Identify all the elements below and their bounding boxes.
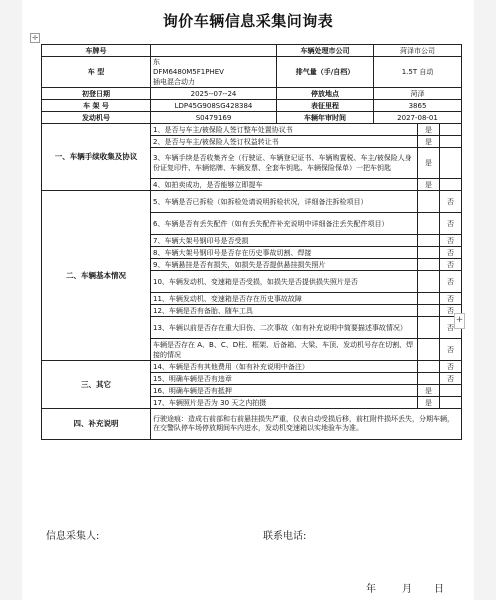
header-row: [42, 100, 462, 112]
header-row: [42, 112, 462, 124]
page-title: 询价车辆信息采集问询表: [162, 12, 334, 30]
answer-no-cell: [440, 124, 462, 136]
answer-no-cell: 否: [440, 339, 462, 361]
answer-yes-cell: [418, 235, 440, 247]
question-text: 12、车辆是否有备胎、随车工具: [151, 305, 418, 317]
question-text: 6、车辆是否有丢失配件（如有丢失配件补充说明中详细备注丢失配件项目）: [151, 213, 418, 235]
answer-no-cell: [440, 397, 462, 409]
answer-yes-cell: [418, 247, 440, 259]
header-value: 3865: [374, 100, 462, 112]
question-row: [42, 361, 462, 373]
header-label: 初登日期: [42, 88, 151, 100]
question-text: 3、车辆手续是否收集齐全（行驶证、车辆登记证书、车辆购置税、车主/被保险人身份证复印件、车辆铭牌、车辆发票、全套车钥匙、车辆保险保单）一把车钥匙: [151, 148, 418, 179]
header-label: 表征里程: [277, 100, 374, 112]
header-row: [42, 88, 462, 100]
section-label: 三、其它: [42, 361, 151, 409]
answer-yes-cell: [418, 339, 440, 361]
header-row: [42, 57, 462, 88]
collector-label: 信息采集人:: [46, 531, 100, 542]
phone-label: 联系电话:: [263, 531, 307, 542]
header-value: 菏泽: [374, 88, 462, 100]
question-text: 15、明确车辆是否有违章: [151, 373, 418, 385]
add-column-icon[interactable]: +: [454, 313, 465, 329]
header-label: 车 型: [42, 57, 151, 88]
question-text: 4、如拍卖成功，是否能够立即提车: [151, 179, 418, 191]
answer-yes-cell: [418, 293, 440, 305]
header-value: 2027-08-01: [374, 112, 462, 124]
header-label: 排气量（手/自档）: [277, 57, 374, 88]
answer-no-cell: 否: [440, 361, 462, 373]
answer-no-cell: 否: [440, 247, 462, 259]
header-label: 车辆年审时间: [277, 112, 374, 124]
answer-no-cell: [440, 179, 462, 191]
inquiry-table: [41, 44, 462, 440]
question-text: 9、车辆悬挂是否有损失，如损失是否提供悬挂损失照片: [151, 259, 418, 271]
header-value: 2025--07--24: [151, 88, 277, 100]
answer-yes-cell: [418, 259, 440, 271]
answer-no-cell: [440, 136, 462, 148]
answer-yes-cell: [418, 271, 440, 293]
supplement-text: 行驶途痕：造成右前部和右前悬挂损失严重，仪表自动受损后移，前杠附件损坏丢失，分期车辆，在交警队停车场停放期间车内进水，发动机变速箱以实地验车为准。: [151, 409, 462, 440]
answer-yes-cell: 是: [418, 397, 440, 409]
question-text: 7、车辆大架号钢印号是否受损: [151, 235, 418, 247]
header-row: [42, 45, 462, 57]
header-value: LDP45G908SG428384: [151, 100, 277, 112]
table-move-handle-icon[interactable]: ✛: [30, 33, 40, 43]
answer-yes-cell: 是: [418, 385, 440, 397]
question-text: 5、车辆是否已拆检（如拆检处请说明拆检状况，详细备注拆检项目）: [151, 191, 418, 213]
answer-no-cell: 否: [440, 317, 462, 339]
question-text: 11、车辆发动机、变速箱是否存在历史事故故障: [151, 293, 418, 305]
question-text: 14、车辆是否有其他费用（如有补充说明中备注）: [151, 361, 418, 373]
answer-yes-cell: 是: [418, 124, 440, 136]
answer-no-cell: 否: [440, 259, 462, 271]
answer-no-cell: 否: [440, 305, 462, 317]
header-value: 东 DFM6480M5F1PHEV 插电混合动力: [151, 57, 277, 88]
answer-yes-cell: 是: [418, 179, 440, 191]
section-label: 二、车辆基本情况: [42, 191, 151, 361]
answer-yes-cell: 是: [418, 148, 440, 179]
header-label: 车辆处理市公司: [277, 45, 374, 57]
supplement-row: [42, 409, 462, 440]
question-text: 10、车辆发动机、变速箱是否受损，如损失是否提供损失照片是否: [151, 271, 418, 293]
question-text: 2、是否与车主/被保险人签订权益转让书: [151, 136, 418, 148]
question-text: 16、明确车辆是否有抵押: [151, 385, 418, 397]
answer-yes-cell: [418, 373, 440, 385]
answer-no-cell: 否: [440, 293, 462, 305]
answer-no-cell: 否: [440, 271, 462, 293]
header-label: 停放地点: [277, 88, 374, 100]
question-text: 车辆是否存在 A、B、C、D柱、框架、后备箱、大梁、车顶、发动机号存在切割、焊接的情况: [151, 339, 418, 361]
answer-yes-cell: [418, 305, 440, 317]
answer-yes-cell: [418, 361, 440, 373]
header-value: [151, 45, 277, 57]
supplement-label: 四、补充说明: [42, 409, 151, 440]
date-year: 年: [366, 584, 376, 595]
answer-yes-cell: 是: [418, 136, 440, 148]
header-value: 菏泽市公司: [374, 45, 462, 57]
answer-yes-cell: [418, 317, 440, 339]
header-value: 1.5T 自动: [374, 57, 462, 88]
question-text: 13、车辆以前是否存在重大旧伤、二次事故（如有补充说明中简要描述事故情况）: [151, 317, 418, 339]
header-value: S0479169: [151, 112, 277, 124]
header-label: 车牌号: [42, 45, 151, 57]
header-label: 发动机号: [42, 112, 151, 124]
question-row: [42, 124, 462, 136]
answer-no-cell: 否: [440, 213, 462, 235]
date-day: 日: [434, 584, 444, 595]
answer-no-cell: 否: [440, 191, 462, 213]
question-row: [42, 191, 462, 213]
question-text: 1、是否与车主/被保险人签订整车处置协议书: [151, 124, 418, 136]
answer-no-cell: [440, 148, 462, 179]
answer-yes-cell: [418, 191, 440, 213]
question-text: 8、车辆大架号钢印号是否存在历史事故切割、焊接: [151, 247, 418, 259]
answer-no-cell: [440, 385, 462, 397]
section-label: 一、车辆手续收集及协议: [42, 124, 151, 191]
document-page: [22, 0, 474, 600]
header-label: 车 架 号: [42, 100, 151, 112]
answer-no-cell: 否: [440, 373, 462, 385]
answer-no-cell: 否: [440, 235, 462, 247]
question-text: 17、车辆照片是否为 30 天之内拍摄: [151, 397, 418, 409]
date-month: 月: [402, 584, 412, 595]
answer-yes-cell: [418, 213, 440, 235]
